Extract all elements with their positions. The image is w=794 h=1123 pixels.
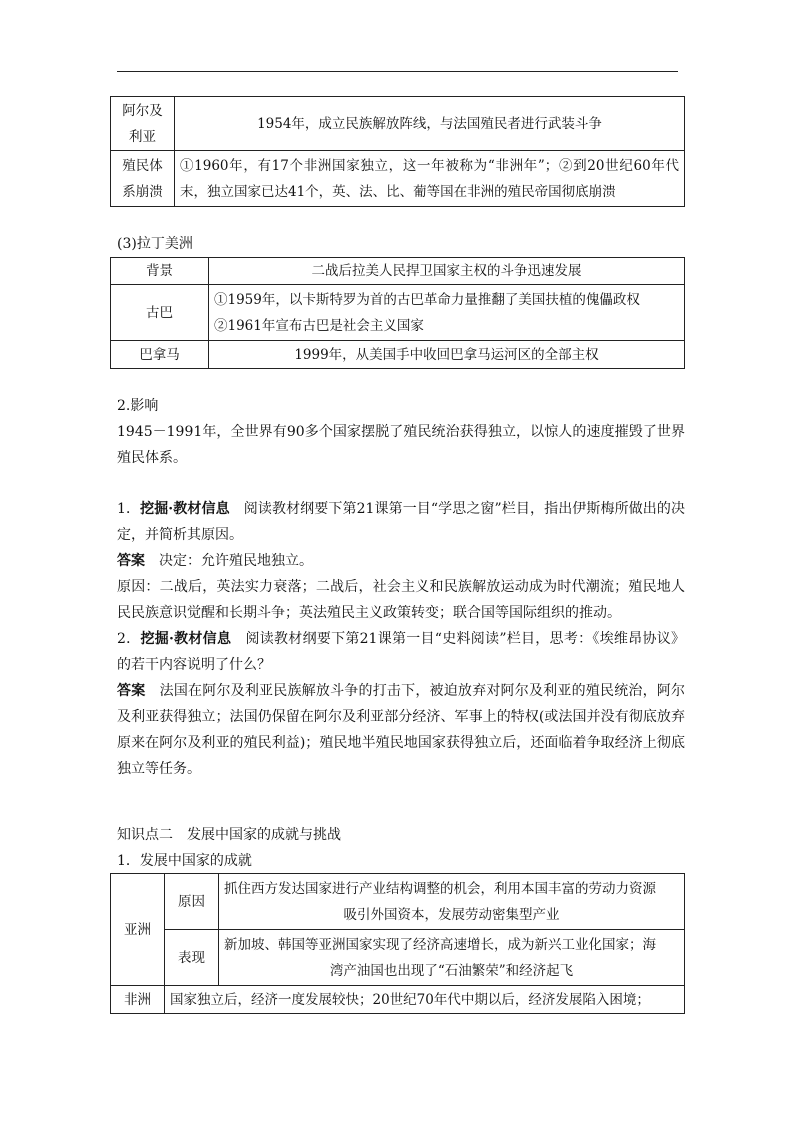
table-row — [111, 341, 685, 369]
row-content-algeria: 1954年，成立民族解放阵线，与法国殖民者进行武装斗争 — [175, 97, 685, 151]
row-content-background: 二战后拉美人民捍卫国家主权的斗争迅速发展 — [209, 258, 685, 285]
table-row — [111, 97, 685, 151]
performance-line-2: 湾产油国也出现了“石油繁荣”和经济起飞 — [329, 962, 574, 979]
row-label-cause: 原因 — [165, 874, 219, 930]
question-2-tag: 挖掘·教材信息 — [140, 631, 232, 647]
answer-label: 答案 — [117, 553, 145, 569]
row-label-cuba: 古巴 — [111, 285, 209, 341]
question-2 — [117, 626, 685, 782]
impact-text: 1945－1991年，全世界有90多个国家摆脱了殖民统治获得独立，以惊人的速度摧毁了世界殖民体系。 — [117, 424, 685, 466]
row-label-performance: 表现 — [165, 930, 219, 986]
africa-table — [110, 96, 685, 207]
question-1-text: 阅读教材纲要下第21课第一目“学思之窗”栏目，指出伊斯梅所做出的决定，并简析其原因。 — [117, 501, 685, 543]
header-rule — [117, 71, 678, 72]
row-content-performance — [219, 930, 685, 986]
latin-america-table — [110, 257, 685, 369]
cuba-line-1: ①1959年，以卡斯特罗为首的古巴革命力量推翻了美国扶植的傀儡政权 — [214, 291, 640, 308]
table-row — [111, 930, 685, 986]
cause-line-1: 抓住西方发达国家进行产业结构调整的机会，利用本国丰富的劳动力资源 — [224, 880, 656, 897]
question-1-number: 1． — [117, 501, 141, 517]
table-row — [111, 258, 685, 285]
table-row — [111, 986, 685, 1014]
table-row — [111, 151, 685, 207]
knowledge-point-subheading: 1．发展中国家的成就 — [117, 853, 252, 869]
question-1-answer: 答案 决定：允许殖民地独立。 — [117, 553, 313, 569]
table-row — [111, 285, 685, 341]
row-label-africa: 非洲 — [111, 986, 165, 1014]
performance-line-1: 新加坡、韩国等亚洲国家实现了经济高速增长，成为新兴工业化国家；海 — [224, 936, 656, 953]
impact-section — [117, 393, 685, 471]
question-1-tag: 挖掘·教材信息 — [140, 501, 230, 517]
question-1-reason: 原因：二战后，英法实力衰落；二战后，社会主义和民族解放运动成为时代潮流；殖民地人民民族意识觉醒和长期斗争；英法殖民主义政策转变；联合国等国际组织的推动。 — [117, 579, 685, 621]
row-label-panama: 巴拿马 — [111, 341, 209, 369]
question-2-text: 阅读教材纲要下第21课第一目“史料阅读”栏目，思考：《埃维昂协议》的若干内容说明了什么？ — [117, 631, 685, 673]
question-2-number: 2． — [117, 631, 141, 647]
question-1 — [117, 496, 685, 626]
row-content-africa: 国家独立后，经济一度发展较快；20世纪70年代中期以后，经济发展陷入困境； — [165, 986, 685, 1014]
question-1-prompt — [117, 496, 685, 548]
knowledge-point-heading: 知识点二 发展中国家的成就与挑战 — [117, 827, 341, 843]
knowledge-point-2 — [117, 822, 685, 874]
achievements-table — [110, 873, 685, 1014]
row-content-colonial-collapse: ①1960年，有17个非洲国家独立，这一年被称为“非洲年”；②到20世纪60年代末，独立国家已达41个，英、法、比、葡等国在非洲的殖民帝国彻底崩溃 — [175, 151, 685, 207]
impact-heading: 2.影响 — [117, 398, 159, 414]
row-label-asia: 亚洲 — [111, 874, 165, 986]
table-row — [111, 874, 685, 930]
cause-line-2: 吸引外国资本，发展劳动密集型产业 — [343, 906, 560, 923]
cuba-line-2: ②1961年宣布古巴是社会主义国家 — [214, 317, 424, 334]
row-content-cuba — [209, 285, 685, 341]
answer-label: 答案 — [117, 683, 146, 699]
row-label-colonial-collapse: 殖民体系崩溃 — [111, 151, 175, 207]
question-2-prompt — [117, 626, 685, 678]
row-content-cause — [219, 874, 685, 930]
section-latin-america: (3)拉丁美洲 — [117, 236, 193, 252]
row-label-background: 背景 — [111, 258, 209, 285]
row-label-algeria: 阿尔及利亚 — [111, 97, 175, 151]
question-2-answer: 答案 法国在阿尔及利亚民族解放斗争的打击下，被迫放弃对阿尔及利亚的殖民统治，阿尔及利亚获得独立；法国仍保留在阿尔及利亚部分经济、军事上的特权(或法国并没有彻底放弃原来在阿尔及利亚的殖民利益)；殖民地半殖民地国家获得独立后，还面临着争取经济上彻底独立等任务。 — [117, 683, 686, 777]
row-content-panama: 1999年，从美国手中收回巴拿马运河区的全部主权 — [209, 341, 685, 369]
